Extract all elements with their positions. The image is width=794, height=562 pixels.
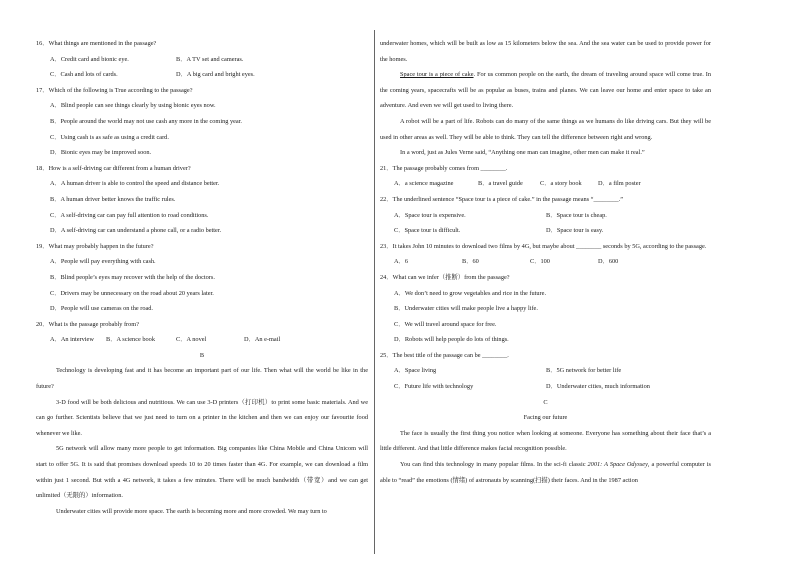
q22-option-c: C．Space tour is difficult. [394, 227, 461, 235]
q21-option-a: A．a science magazine [394, 180, 454, 188]
section-c-heading: C [543, 398, 548, 406]
column-divider [374, 30, 375, 554]
passage-c-paragraph-2 [380, 457, 711, 488]
q16-options-2 [36, 67, 368, 83]
q22-option-b: B．Space tour is cheap. [546, 211, 607, 219]
paragraph-c2-start: You can find this technology in many popular films. In the sci-fi classic [400, 461, 588, 469]
q21-option-b: B．a travel guide [478, 180, 523, 188]
q25-options-2 [380, 379, 711, 395]
q17-option-d: D．Bionic eyes may be improved soon. [50, 149, 152, 157]
q18-option-a: A．A human driver is able to control the speed and distance better. [50, 180, 220, 188]
passage-b-paragraph-4-continued: underwater homes, which will be built as low as 15 kilometers below the sea. And the sea water can be used to provide power for the homes. [380, 40, 711, 63]
q19-option-a: A．People will pay everything with cash. [50, 258, 156, 266]
q22-options-2 [380, 223, 711, 239]
q20-option-b: B．A science book [106, 336, 155, 344]
q18-stem: 18．How is a self-driving car different from a human driver? [36, 164, 191, 172]
film-title: 2001: A Space Odyssey [587, 461, 648, 469]
q21-options [380, 176, 711, 192]
q16-option-a: A．Credit card and bionic eye. [50, 55, 129, 63]
section-b-heading: B [199, 351, 205, 359]
q18-option-c: C．A self-driving car can pay full attention to road conditions. [50, 211, 209, 219]
q25-options [380, 363, 711, 379]
q25-option-c: C．Future life with technology [394, 383, 474, 391]
q23-option-a: A．6 [394, 258, 408, 266]
q23-stem: 23．It takes John 10 minutes to download two films by 4G, but maybe about ________ seconds by 5G, according to the passage. [380, 242, 707, 250]
q25-stem: 25．The best title of the passage can be ________. [380, 351, 509, 359]
passage-b-paragraph-1: Technology is developing fast and it has become an important part of our life. Then what will the world be like in the future? [36, 367, 368, 391]
q24-stem: 24．What can we infer（推断）from the passage? [380, 273, 510, 281]
q18-option-b: B．A human driver better knows the traffic rules. [50, 195, 176, 203]
q19-option-c: C．Drivers may be unnecessary on the road about 20 years later. [50, 289, 214, 297]
passage-b-paragraph-4: Underwater cities will provide more space. The earth is becoming more and more crowded. We may turn to [56, 507, 327, 515]
q24-option-d: D．Robots will help people do lots of things. [394, 336, 509, 344]
passage-b-paragraph-3: 5G network will allow many more people to get information. Big companies like China Mobile and China Unicom will start to offer 5G. It is said that promises download speeds 10 to 20 times faster than 4G. For example, we can download a film within just 1 second. But with a 4G network, it takes a few minutes. There will be much bandwidth（带宽）and we can get unlimited（无限的）information. [36, 445, 368, 500]
q22-stem: 22．The underlined sentence “Space tour is a piece of cake.” in the passage means “________.” [380, 195, 624, 203]
left-column [36, 36, 368, 519]
passage-b-paragraph-6: A robot will be a part of life. Robots can do many of the same things as we humans do like driving cars. But they will be used in other areas as well. They will be able to think. They can tell the difference between right and wrong. [380, 117, 711, 141]
q25-option-a: A．Space living [394, 367, 437, 375]
q20-option-a: A．An interview [50, 336, 94, 344]
q21-option-c: C．a story book [540, 180, 582, 188]
q19-option-b: B．Blind people’s eyes may recover with the help of the doctors. [50, 273, 215, 281]
passage-c-paragraph-1: The face is usually the first thing you notice when looking at someone. Everyone has something about their face that’s a little different. And that little difference makes facial recognition possible. [380, 429, 711, 453]
q20-option-d: D．An e-mail [244, 336, 281, 344]
q24-option-b: B．Underwater cities will make people live a happy life. [394, 305, 538, 313]
q17-option-c: C．Using cash is as safe as using a credit card. [50, 133, 169, 141]
q23-option-d: D．600 [598, 258, 619, 266]
q16-option-c: C．Cash and lots of cards. [50, 71, 118, 79]
q17-option-b: B．People around the world may not use cash any more in the coming year. [50, 117, 243, 125]
q22-options [380, 208, 711, 224]
q25-option-d: D．Underwater cities, much information [546, 383, 650, 391]
q24-option-c: C．We will travel around space for free. [394, 320, 497, 328]
q17-option-a: A．Blind people can see things clearly by using bionic eyes now. [50, 102, 216, 110]
q22-option-a: A．Space tour is expensive. [394, 211, 466, 219]
q18-option-d: D．A self-driving car can understand a phone call, or a radio better. [50, 227, 222, 235]
q23-option-c: C．100 [530, 258, 550, 266]
q19-option-d: D．People will use cameras on the road. [50, 305, 153, 313]
q25-option-b: B．5G network for better life [546, 367, 622, 375]
q24-option-a: A．We don’t need to grow vegetables and rice in the future. [394, 289, 547, 297]
q20-options [36, 332, 368, 348]
q21-stem: 21．The passage probably comes from ________. [380, 164, 508, 172]
underlined-sentence: Space tour is a piece of cake [400, 71, 474, 79]
q22-option-d: D．Space tour is easy. [546, 227, 604, 235]
paragraph-c2-rest: , a powerful computer is able to “read” the emotions (情绪) of astronauts by scanning(扫描) their faces. And in the 1987 action [380, 461, 711, 484]
passage-b-paragraph-2: 3-D food will be both delicious and nutritious. We can use 3-D printers（打印机）to print some basic materials. And we can go further. Scientists believe that we just need to turn on a printer in the kitchen and then we can enjoy our favourite food whenever we like. [36, 398, 368, 437]
q20-stem: 20．What is the passage probably from? [36, 320, 139, 328]
passage-b-paragraph-7: In a word, just as Jules Verne said, “Anything one man can imagine, other men can make it real.” [400, 149, 645, 157]
paragraph-5-rest: . For us common people on the earth, the dream of traveling around space will come true. In the coming years, spacecrafts will be as popular as buses, trains and planes. We can leave our home and enter space to take an adventure. And even we will get used to living there. [380, 71, 711, 110]
q23-options [380, 254, 711, 270]
q19-stem: 19．What may probably happen in the future? [36, 242, 154, 250]
passage-c-title: Facing our future [523, 414, 568, 422]
passage-b-paragraph-5 [380, 67, 711, 114]
q16-stem: 16．What things are mentioned in the passage? [36, 40, 157, 47]
q20-option-c: C．A novel [176, 336, 207, 344]
q16-option-b: B．A TV set and cameras. [176, 55, 244, 63]
right-column [380, 36, 711, 488]
q21-option-d: D．a film poster [598, 180, 641, 188]
q16-options [36, 52, 368, 68]
q17-stem: 17．Which of the following is True according to the passage? [36, 86, 193, 94]
q23-option-b: B．60 [462, 258, 479, 266]
q16-option-d: D．A big card and bright eyes. [176, 71, 255, 79]
